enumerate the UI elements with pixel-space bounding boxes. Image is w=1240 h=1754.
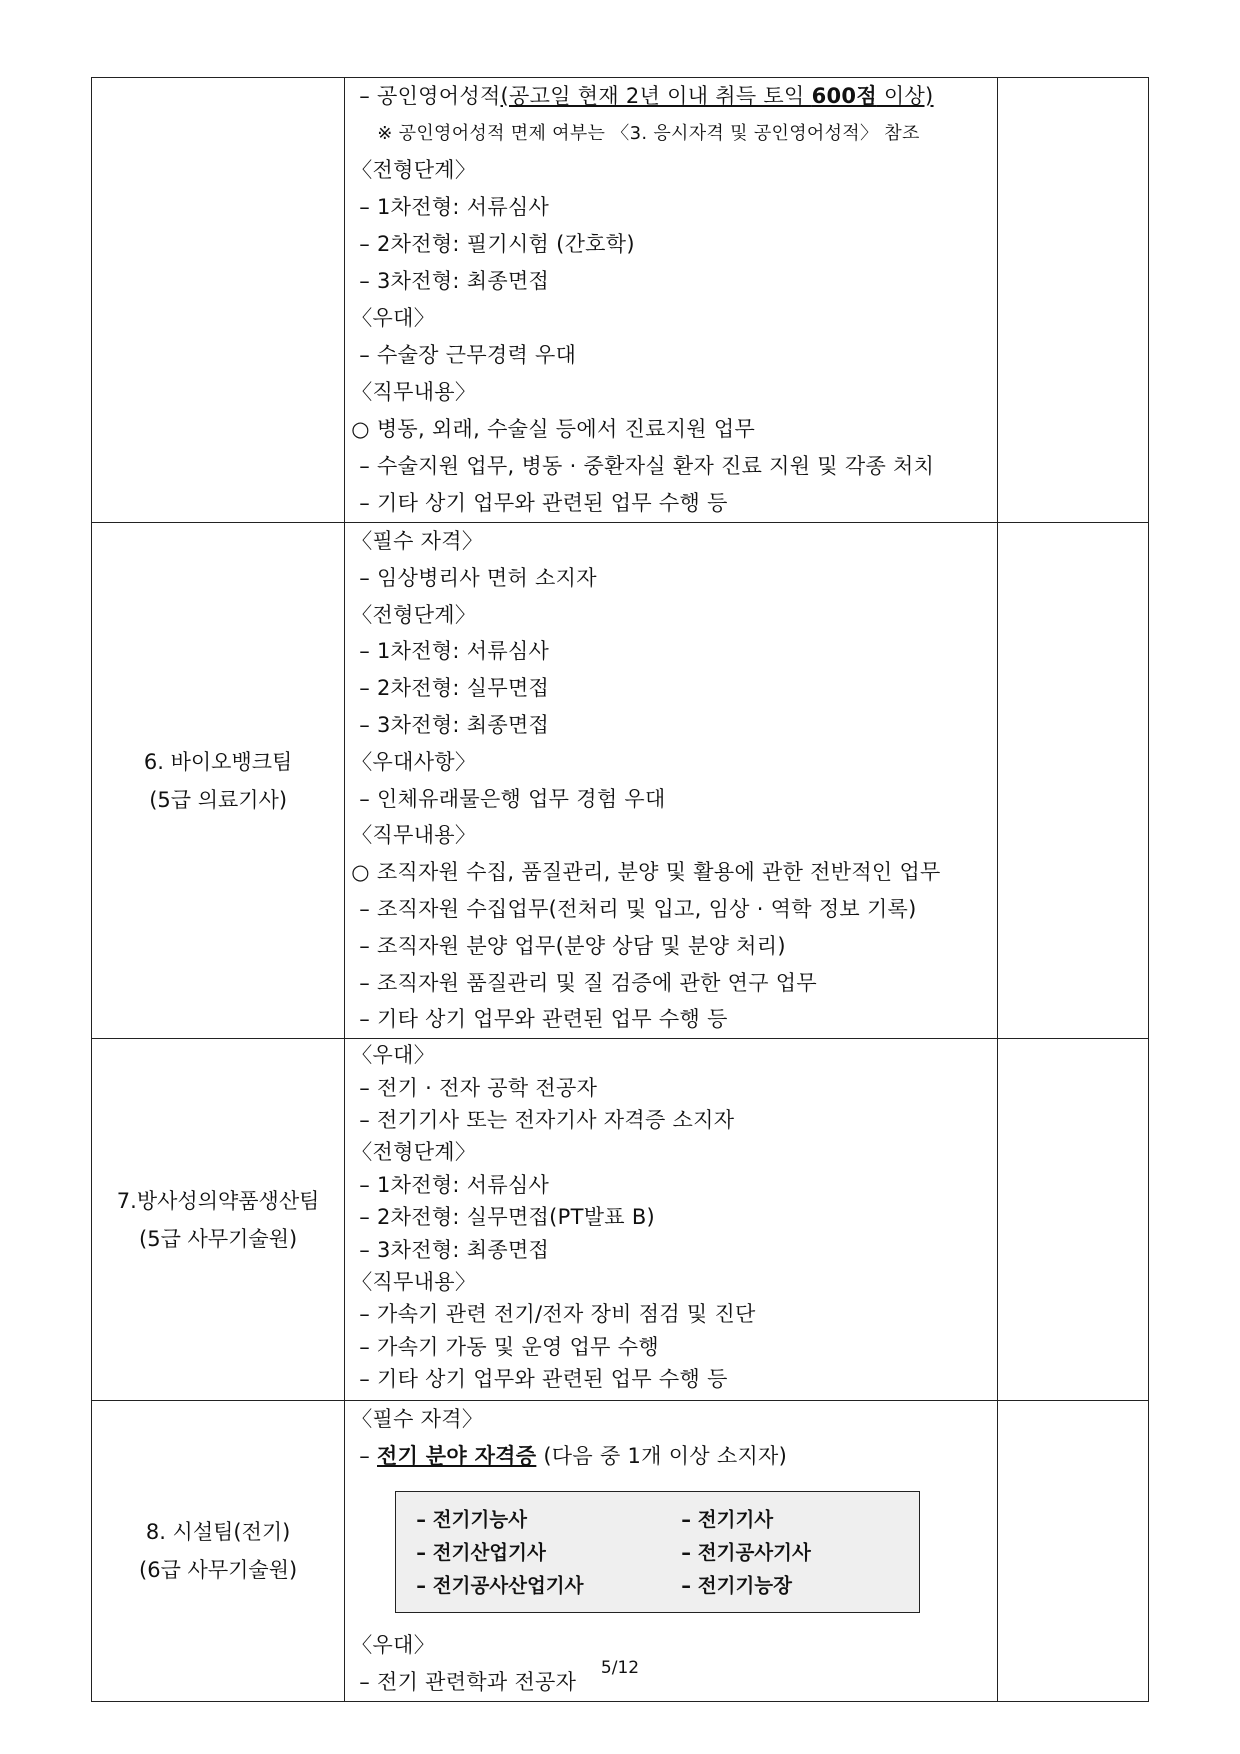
list-item: – 기타 상기 업무와 관련된 업무 수행 등	[359, 1367, 728, 1392]
details-cell	[345, 523, 998, 1039]
team-grade: (6급 사무기술원)	[139, 1558, 298, 1583]
page-number: 5/12	[600, 1658, 640, 1678]
certificate-box	[395, 1491, 920, 1613]
list-item: – 전기 · 전자 공학 전공자	[359, 1075, 598, 1100]
section-heading: 〈필수 자격〉	[351, 529, 484, 553]
list-item: – 조직자원 품질관리 및 질 검증에 관한 연구 업무	[359, 970, 817, 995]
required-cert-line: – 전기 분야 자격증 (다음 중 1개 이상 소지자)	[359, 1444, 788, 1469]
section-heading: 〈직무내용〉	[351, 823, 477, 848]
list-item: – 수술장 근무경력 우대	[359, 343, 577, 367]
list-item: – 가속기 가동 및 운영 업무 수행	[359, 1334, 659, 1359]
list-item: – 3차전형: 최종면접	[359, 269, 550, 293]
details-cell	[345, 78, 998, 523]
table-row	[92, 1039, 1149, 1401]
list-item: – 조직자원 분양 업무(분양 상담 및 분양 처리)	[359, 933, 786, 958]
team-cell	[92, 1401, 345, 1702]
team-grade: (5급 사무기술원)	[139, 1226, 298, 1251]
certificate-item: – 전기공사기사	[681, 1540, 811, 1564]
list-item: ○ 조직자원 수집, 품질관리, 분양 및 활용에 관한 전반적인 업무	[351, 860, 941, 885]
section-heading: 〈우대사항〉	[351, 749, 477, 774]
list-item: – 조직자원 수집업무(전처리 및 입고, 임상 · 역학 정보 기록)	[359, 896, 917, 921]
note-cell	[997, 78, 1148, 523]
section-heading: 〈전형단계〉	[351, 1140, 477, 1165]
details-cell	[345, 1401, 998, 1702]
note-cell	[997, 1401, 1148, 1702]
list-item: – 3차전형: 최종면접	[359, 712, 550, 737]
section-heading: 〈전형단계〉	[351, 602, 477, 627]
list-item: – 2차전형: 필기시험 (간호학)	[359, 232, 635, 256]
section-heading: 〈우대〉	[351, 1633, 436, 1658]
section-heading: 〈직무내용〉	[351, 380, 477, 404]
team-grade: (5급 의료기사)	[149, 787, 288, 812]
list-item: – 인체유래물은행 업무 경험 우대	[359, 786, 666, 811]
recruitment-table	[91, 77, 1149, 1702]
list-item: – 수술지원 업무, 병동 · 중환자실 환자 진료 지원 및 각종 처치	[359, 454, 935, 478]
list-item: ○ 병동, 외래, 수술실 등에서 진료지원 업무	[351, 417, 756, 441]
note-cell	[997, 523, 1148, 1039]
list-item: – 1차전형: 서류심사	[359, 639, 550, 664]
list-item: – 기타 상기 업무와 관련된 업무 수행 등	[359, 491, 728, 515]
list-item: – 1차전형: 서류심사	[359, 1172, 550, 1197]
certificate-item: – 전기기능장	[681, 1573, 792, 1597]
list-item: – 3차전형: 최종면접	[359, 1237, 550, 1262]
section-heading: 〈우대〉	[351, 306, 436, 330]
team-name: 8. 시설팀(전기)	[145, 1520, 291, 1545]
section-heading: 〈우대〉	[351, 1043, 436, 1068]
team-name: 7.방사성의약품생산팀	[116, 1188, 320, 1213]
english-score-line: – 공인영어성적(공고일 현재 2년 이내 취득 토익 600점 이상)	[359, 84, 934, 108]
table-row	[92, 1401, 1149, 1702]
certificate-item: – 전기공사산업기사	[416, 1573, 584, 1597]
team-name: 6. 바이오뱅크팀	[143, 749, 293, 774]
table-row	[92, 78, 1149, 523]
note-cell	[997, 1039, 1148, 1401]
section-heading: 〈직무내용〉	[351, 1270, 477, 1294]
certificate-item: – 전기산업기사	[416, 1540, 546, 1564]
list-item: – 임상병리사 면허 소지자	[359, 565, 597, 590]
team-cell	[92, 78, 345, 523]
details-cell	[345, 1039, 998, 1401]
list-item: – 2차전형: 실무면접	[359, 676, 550, 701]
note-line: ※ 공인영어성적 면제 여부는 〈3. 응시자격 및 공인영어성적〉 참조	[377, 123, 920, 144]
section-heading: 〈필수 자격〉	[351, 1407, 484, 1432]
section-heading: 〈전형단계〉	[351, 158, 477, 182]
list-item: – 2차전형: 실무면접(PT발표 B)	[359, 1205, 656, 1230]
list-item: – 가속기 관련 전기/전자 장비 점검 및 진단	[359, 1302, 756, 1327]
certificate-item: – 전기기능사	[416, 1507, 527, 1531]
list-item: – 전기기사 또는 전자기사 자격증 소지자	[359, 1107, 735, 1132]
team-cell	[92, 523, 345, 1039]
list-item: – 기타 상기 업무와 관련된 업무 수행 등	[359, 1007, 728, 1032]
certificate-item: – 전기기사	[681, 1507, 774, 1531]
team-cell	[92, 1039, 345, 1401]
list-item: – 1차전형: 서류심사	[359, 195, 550, 219]
table-row	[92, 523, 1149, 1039]
list-item: – 전기 관련학과 전공자	[359, 1670, 577, 1695]
